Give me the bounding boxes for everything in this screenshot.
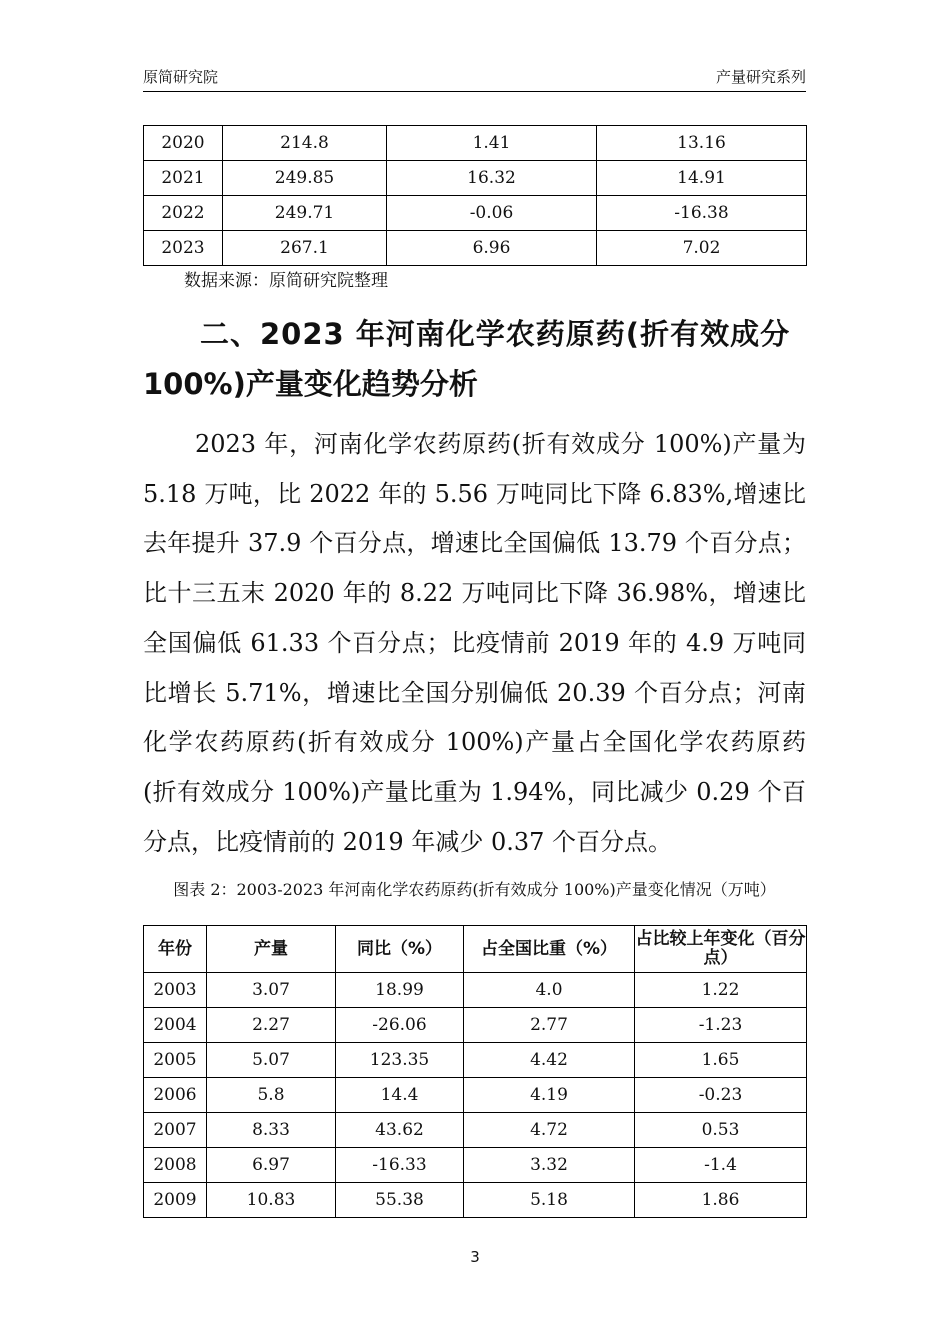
table-cell: 214.8 [223, 126, 387, 161]
data-source-note: 数据来源：原简研究院整理 [184, 271, 388, 291]
table-cell: 123.35 [336, 1043, 464, 1078]
section-title-line2: 100%)产量变化趋势分析 [143, 367, 478, 401]
table-cell: 55.38 [336, 1183, 464, 1218]
table-cell: 2020 [144, 126, 223, 161]
column-header: 占比较上年变化（百分点） [635, 926, 807, 973]
paragraph-line: 化学农药原药(折有效成分 100%)产量占全国化学农药原药 [143, 728, 806, 757]
table-cell: 2023 [144, 231, 223, 266]
table-cell: 13.16 [597, 126, 807, 161]
table-cell: -1.23 [635, 1008, 807, 1043]
table-cell: 14.91 [597, 161, 807, 196]
paragraph-line: 去年提升 37.9 个百分点，增速比全国偏低 13.79 个百分点； [143, 529, 806, 558]
table-cell: 249.85 [223, 161, 387, 196]
paragraph-line: 全国偏低 61.33 个百分点；比疫情前 2019 年的 4.9 万吨同 [143, 628, 806, 657]
header-right: 产量研究系列 [715, 68, 806, 86]
table-cell: 4.0 [464, 973, 635, 1008]
paragraph-line: 5.18 万吨，比 2022 年的 5.56 万吨同比下降 6.83%,增速比 [143, 479, 806, 508]
table-row [144, 231, 807, 266]
table-cell: 0.53 [635, 1113, 807, 1148]
section-title-line1: 二、2023 年河南化学农药原药(折有效成分 [200, 317, 791, 351]
table-cell: 4.19 [464, 1078, 635, 1113]
table-row [144, 1148, 807, 1183]
table-cell: 267.1 [223, 231, 387, 266]
table-cell: 2021 [144, 161, 223, 196]
table-cell: 2009 [144, 1183, 207, 1218]
table-cell: 2.27 [207, 1008, 336, 1043]
table-cell: 3.32 [464, 1148, 635, 1183]
paragraph-line: 分点，比疫情前的 2019 年减少 0.37 个百分点。 [143, 827, 673, 856]
table-cell: -0.06 [387, 196, 597, 231]
table-cell: 7.02 [597, 231, 807, 266]
table-cell: 14.4 [336, 1078, 464, 1113]
table-cell: -26.06 [336, 1008, 464, 1043]
table-continued [143, 125, 807, 266]
production-table [143, 925, 807, 1218]
table-row [144, 1008, 807, 1043]
table-cell: 2.77 [464, 1008, 635, 1043]
table-cell: -0.23 [635, 1078, 807, 1113]
paragraph-line: 比十三五末 2020 年的 8.22 万吨同比下降 36.98%，增速比 [143, 579, 806, 608]
table-cell: 2005 [144, 1043, 207, 1078]
table-cell: 1.41 [387, 126, 597, 161]
table-cell: 1.86 [635, 1183, 807, 1218]
table-cell: -1.4 [635, 1148, 807, 1183]
table-cell: 16.32 [387, 161, 597, 196]
paragraph-line: 2023 年，河南化学农药原药(折有效成分 100%)产量为 [195, 430, 806, 458]
analysis-paragraph [143, 420, 806, 867]
table-row [144, 1113, 807, 1148]
table-row [144, 126, 807, 161]
table-cell: 3.07 [207, 973, 336, 1008]
column-header: 同比（%） [336, 926, 464, 973]
table-cell: 4.72 [464, 1113, 635, 1148]
table-cell: 1.65 [635, 1043, 807, 1078]
table-cell: 10.83 [207, 1183, 336, 1218]
table-cell: -16.38 [597, 196, 807, 231]
table-cell: 2008 [144, 1148, 207, 1183]
column-header: 产量 [207, 926, 336, 973]
table-cell: 249.71 [223, 196, 387, 231]
table2-caption: 图表 2：2003-2023 年河南化学农药原药(折有效成分 100%)产量变化情况（万吨） [173, 880, 776, 899]
table-cell: 2004 [144, 1008, 207, 1043]
table-row [144, 196, 807, 231]
page-number: 3 [470, 1248, 480, 1266]
table-row [144, 973, 807, 1008]
table-cell: 43.62 [336, 1113, 464, 1148]
table-cell: 6.96 [387, 231, 597, 266]
table-cell: 2006 [144, 1078, 207, 1113]
column-header: 年份 [144, 926, 207, 973]
table-cell: 6.97 [207, 1148, 336, 1183]
table-cell: 18.99 [336, 973, 464, 1008]
table-cell: 8.33 [207, 1113, 336, 1148]
table-cell: 5.8 [207, 1078, 336, 1113]
paragraph-line: 比增长 5.71%，增速比全国分别偏低 20.39 个百分点；河南 [143, 678, 806, 707]
table-cell: 1.22 [635, 973, 807, 1008]
paragraph-line: (折有效成分 100%)产量比重为 1.94%，同比减少 0.29 个百 [143, 777, 806, 806]
table-cell: 2007 [144, 1113, 207, 1148]
table-cell: 2022 [144, 196, 223, 231]
header-divider [143, 91, 806, 92]
header-left: 原简研究院 [143, 68, 219, 86]
table-row [144, 1183, 807, 1218]
table-cell: 2003 [144, 973, 207, 1008]
table-cell: -16.33 [336, 1148, 464, 1183]
table-cell: 4.42 [464, 1043, 635, 1078]
table-cell: 5.18 [464, 1183, 635, 1218]
table-cell: 5.07 [207, 1043, 336, 1078]
table-row [144, 1078, 807, 1113]
column-header: 占全国比重（%） [464, 926, 635, 973]
table-row [144, 1043, 807, 1078]
table-row [144, 161, 807, 196]
